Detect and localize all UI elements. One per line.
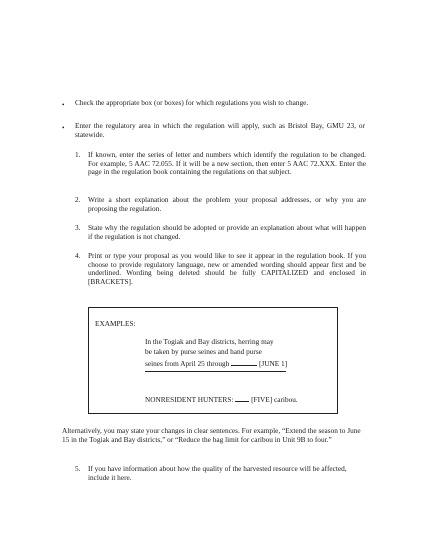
example-line-4-end: [FIVE] caribou. bbox=[251, 395, 298, 404]
blank-underline bbox=[235, 394, 249, 402]
step-5-text: If you have information about how the quality of the harvested resource will be affected, include it here. bbox=[88, 464, 347, 482]
example-line-4-start: NONRESIDENT HUNTERS: bbox=[145, 395, 234, 404]
examples-heading: EXAMPLES: bbox=[95, 319, 136, 328]
bullet-item-regulatory-area: Enter the regulatory area in which the regulation will apply, such as Bristol Bay, GMU 23, or statewide. bbox=[75, 121, 365, 139]
step-2-text: Write a short explanation about the problem your proposal addresses, or why you are proposing the regulation. bbox=[88, 195, 366, 213]
bullet-item-check-box: Check the appropriate box (or boxes) for which regulations you wish to change. bbox=[75, 98, 309, 107]
example-line-4 bbox=[145, 394, 298, 405]
step-number: 2. bbox=[75, 195, 81, 204]
step-4-text: Print or type your proposal as you would like to see it appear in the regulation book. If you choose to provide regulatory language, new or amended wording should appear first and be underlined. Wording being deleted should be fully CAPITALIZED and enclosed in [BRACKETS]. bbox=[88, 251, 366, 286]
blank-underline bbox=[231, 358, 257, 366]
step-1-text: If known, enter the series of letter and numbers which identify the regulation to be changed. For example, 5 AAC 72.055. If it will be a new section, then enter 5 AAC 72.XXX. Enter the page in the regulation book containing the regulations on that subject. bbox=[88, 150, 366, 177]
example-line-3 bbox=[145, 358, 287, 369]
step-number: 4. bbox=[75, 251, 81, 260]
example-line-3-start: seines from April 25 through bbox=[145, 359, 230, 368]
bullet-marker: • bbox=[62, 101, 65, 109]
bullet-marker: • bbox=[62, 124, 65, 132]
example-line-2: be taken by purse seines and hand purse bbox=[145, 347, 262, 356]
example-line-3-end: [JUNE 1] bbox=[258, 359, 288, 368]
example-line-1: In the Togiak and Bay districts, herring may bbox=[145, 337, 274, 346]
step-3-text: State why the regulation should be adopted or provide an explanation about what will happen if the regulation is not changed. bbox=[88, 223, 366, 241]
step-number: 1. bbox=[75, 150, 81, 159]
examples-box bbox=[88, 307, 338, 414]
step-number: 3. bbox=[75, 223, 81, 232]
alternative-paragraph: Alternatively, you may state your changes in clear sentences. For example, “Extend the season to June 15 in the Togiak and Bay districts,” or “Reduce the bag limit for caribou in Unit 9B to four.” bbox=[62, 426, 361, 444]
example-rule bbox=[145, 371, 286, 372]
step-number: 5. bbox=[75, 464, 81, 473]
